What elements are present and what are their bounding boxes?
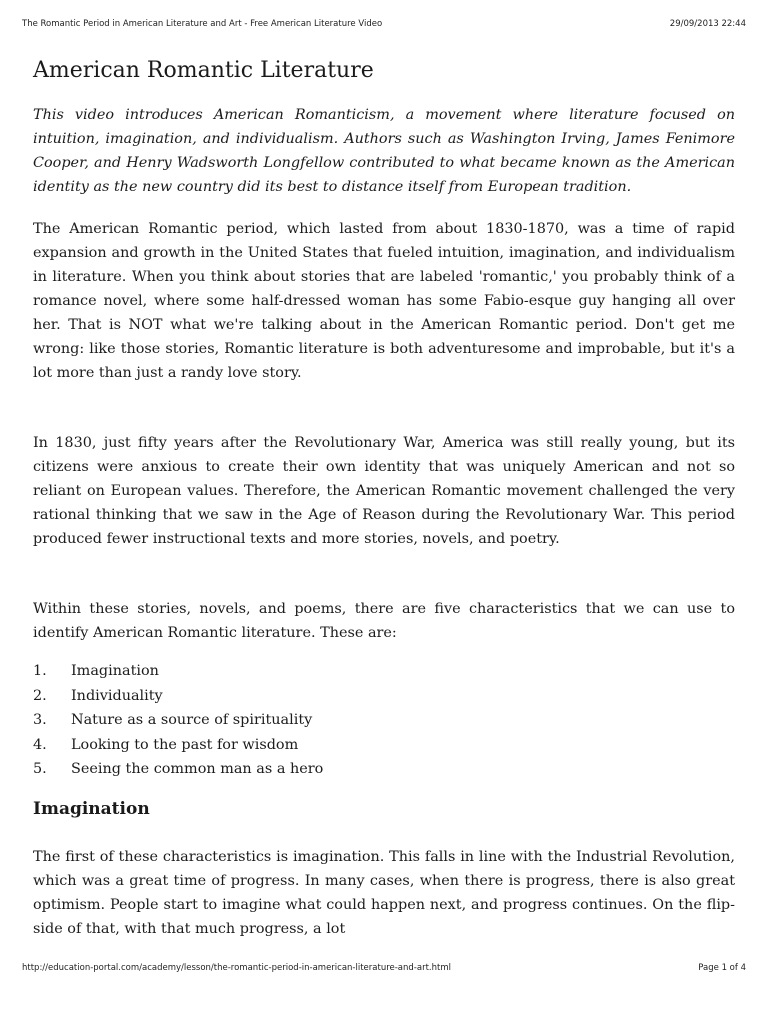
print-footer-url: http://education-portal.com/academy/lesson/the-romantic-period-in-american-literature-and-art.html	[22, 963, 451, 973]
list-item	[33, 708, 323, 733]
list-item-text: Seeing the common man as a hero	[71, 761, 324, 777]
list-item-number: 1.	[33, 663, 47, 679]
list-item	[33, 733, 323, 758]
print-header	[22, 19, 746, 31]
page-indicator: Page 1 of 4	[698, 963, 746, 973]
print-footer	[22, 963, 746, 975]
page-title: American Romantic Literature	[33, 58, 374, 83]
list-item-text: Individuality	[71, 687, 163, 704]
list-item-text: Imagination	[71, 663, 159, 679]
list-item	[33, 659, 323, 684]
list-item	[33, 757, 323, 782]
list-item-text: Nature as a source of spirituality	[71, 712, 313, 728]
list-item-number: 4.	[33, 736, 47, 753]
list-item	[33, 684, 323, 709]
print-header-title: The Romantic Period in American Literature and Art - Free American Literature Video	[22, 19, 383, 29]
list-item-number: 3.	[33, 712, 47, 728]
article-intro: This video introduces American Romanticism, a movement where literature focused on intuition, imagination, and individualism. Authors such as Washington Irving, James Fenimore Cooper, and Henry Wadsworth Longfellow contributed to what became known as the American identity as the new country did its best to distance itself from European tradition.	[33, 107, 735, 195]
paragraph-2: In 1830, just fifty years after the Revolutionary War, America was still really young, but its citizens were anxious to create their own identity that was uniquely American and not so reliant on European values. Therefore, the American Romantic movement challenged the very rational thinking that we saw in the Age of Reason during the Revolutionary War. This period produced fewer instructional texts and more stories, novels, and poetry.	[33, 435, 735, 547]
list-item-number: 2.	[33, 687, 47, 704]
list-item-text: Looking to the past for wisdom	[71, 736, 299, 753]
print-header-datetime: 29/09/2013 22:44	[669, 19, 746, 29]
paragraph-3: Within these stories, novels, and poems, there are five characteristics that we can use to identify American Romantic literature. These are:	[33, 601, 735, 641]
list-item-number: 5.	[33, 761, 47, 777]
paragraph-1: The American Romantic period, which lasted from about 1830-1870, was a time of rapid expansion and growth in the United States that fueled intuition, imagination, and individualism in literature. When you think about stories that are labeled 'romantic,' you probably think of a romance novel, where some half-dressed woman has some Fabio-esque guy hanging all over her. That is NOT what we're talking about in the American Romantic period. Don't get me wrong: like those stories, Romantic literature is both adventuresome and improbable, but it's a lot more than just a randy love story.	[33, 221, 735, 381]
paragraph-imagination: The first of these characteristics is imagination. This falls in line with the Industrial Revolution, which was a great time of progress. In many cases, when there is progress, there is also great optimism. People start to imagine what could happen next, and progress continues. On the flip-side of that, with that much progress, a lot	[33, 849, 735, 937]
characteristics-list	[33, 659, 323, 782]
section-heading-imagination: Imagination	[33, 799, 150, 819]
